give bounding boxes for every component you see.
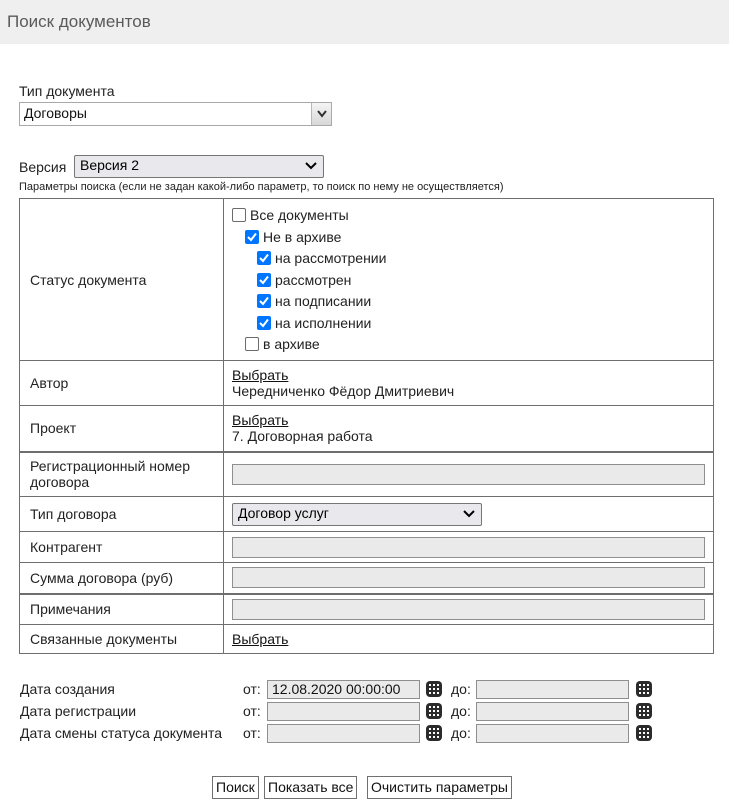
search-params-table [19, 198, 714, 654]
contract-type-value: Договор услуг [238, 504, 329, 521]
version-value: Версия 2 [80, 157, 139, 173]
checkbox[interactable] [257, 294, 271, 308]
amount-label: Сумма договора (руб) [20, 563, 224, 594]
status-change-to-input[interactable] [476, 724, 629, 743]
calendar-icon[interactable] [636, 703, 652, 719]
calendar-icon[interactable] [426, 703, 442, 719]
doc-type-value: Договоры [24, 105, 87, 121]
chevron-down-icon[interactable] [311, 103, 331, 125]
registration-from-input[interactable] [267, 702, 420, 721]
created-from-input[interactable]: 12.08.2020 00:00:00 [267, 680, 420, 699]
notes-input[interactable] [232, 599, 705, 620]
doc-type-label: Тип документа [19, 83, 115, 99]
related-cell [224, 625, 714, 654]
author-select-link[interactable]: Выбрать [232, 367, 289, 383]
status-option-archived[interactable]: в архиве [232, 333, 705, 355]
project-select-link[interactable]: Выбрать [232, 412, 289, 429]
page-header [0, 0, 729, 44]
chevron-down-icon [305, 162, 317, 170]
registration-to-input[interactable] [476, 702, 629, 721]
contract-type-cell [224, 497, 714, 532]
checkbox[interactable] [245, 230, 259, 244]
table-row [20, 406, 714, 452]
status-option-execution[interactable]: на исполнении [232, 312, 705, 334]
table-row [20, 199, 714, 361]
created-date-label: Дата создания [20, 681, 115, 697]
reg-number-input[interactable] [232, 464, 705, 485]
status-change-from-input[interactable] [267, 724, 420, 743]
calendar-icon[interactable] [636, 725, 652, 741]
check-icon [247, 232, 257, 242]
related-label: Связанные документы [20, 625, 224, 654]
created-to-input[interactable] [476, 680, 629, 699]
doc-type-select[interactable] [19, 102, 332, 126]
status-option-signing[interactable]: на подписании [232, 290, 705, 312]
show-all-button[interactable]: Показать все [264, 776, 357, 799]
status-option-reviewed[interactable]: рассмотрен [232, 269, 705, 291]
clear-params-button[interactable]: Очистить параметры [367, 776, 512, 799]
from-label: от: [243, 725, 261, 741]
from-label: от: [243, 703, 261, 719]
checkbox[interactable] [232, 208, 246, 222]
page-title: Поиск документов [7, 12, 151, 31]
calendar-icon[interactable] [636, 681, 652, 697]
notes-cell [224, 594, 714, 625]
table-row [20, 594, 714, 625]
author-label: Автор [20, 361, 224, 406]
status-change-date-label: Дата смены статуса документа [20, 725, 223, 741]
to-label: до: [451, 725, 471, 741]
checkbox[interactable] [257, 273, 271, 287]
counterparty-label: Контрагент [20, 532, 224, 563]
notes-label: Примечания [20, 594, 224, 625]
version-select[interactable] [74, 155, 324, 178]
author-cell [224, 361, 714, 406]
registration-date-label: Дата регистрации [20, 703, 137, 719]
contract-type-label: Тип договора [20, 497, 224, 532]
check-icon [259, 318, 269, 328]
checkbox[interactable] [245, 337, 259, 351]
amount-input[interactable] [232, 567, 705, 588]
calendar-icon[interactable] [426, 725, 442, 741]
to-label: до: [451, 681, 471, 697]
project-cell [224, 406, 714, 452]
search-hint: Параметры поиска (если не задан какой-либо параметр, то поиск по нему не осуществляется) [19, 181, 504, 193]
status-options [224, 199, 714, 361]
table-row [20, 497, 714, 532]
search-button[interactable]: Поиск [212, 776, 259, 799]
table-row [20, 532, 714, 563]
contract-type-select[interactable] [232, 503, 482, 526]
status-label: Статус документа [20, 199, 224, 361]
table-row [20, 361, 714, 406]
status-option-all[interactable]: Все документы [232, 204, 705, 226]
status-option-review[interactable]: на рассмотрении [232, 247, 705, 269]
checkbox[interactable] [257, 316, 271, 330]
checkbox[interactable] [257, 251, 271, 265]
reg-number-label: Регистрационный номер договора [20, 452, 224, 497]
amount-cell [224, 563, 714, 594]
related-select-link[interactable]: Выбрать [232, 631, 289, 647]
check-icon [259, 253, 269, 263]
status-option-not-archived[interactable]: Не в архиве [232, 226, 705, 248]
author-value: Чередниченко Фёдор Дмитриевич [232, 383, 455, 399]
project-value: 7. Договорная работа [232, 428, 373, 445]
chevron-down-icon [463, 510, 475, 518]
to-label: до: [451, 703, 471, 719]
from-label: от: [243, 681, 261, 697]
calendar-icon[interactable] [426, 681, 442, 697]
counterparty-cell [224, 532, 714, 563]
table-row [20, 563, 714, 594]
version-label: Версия [19, 159, 67, 175]
project-label: Проект [20, 406, 224, 452]
table-row [20, 452, 714, 497]
check-icon [259, 275, 269, 285]
reg-number-cell [224, 452, 714, 497]
check-icon [259, 296, 269, 306]
counterparty-input[interactable] [232, 537, 705, 558]
table-row [20, 625, 714, 654]
